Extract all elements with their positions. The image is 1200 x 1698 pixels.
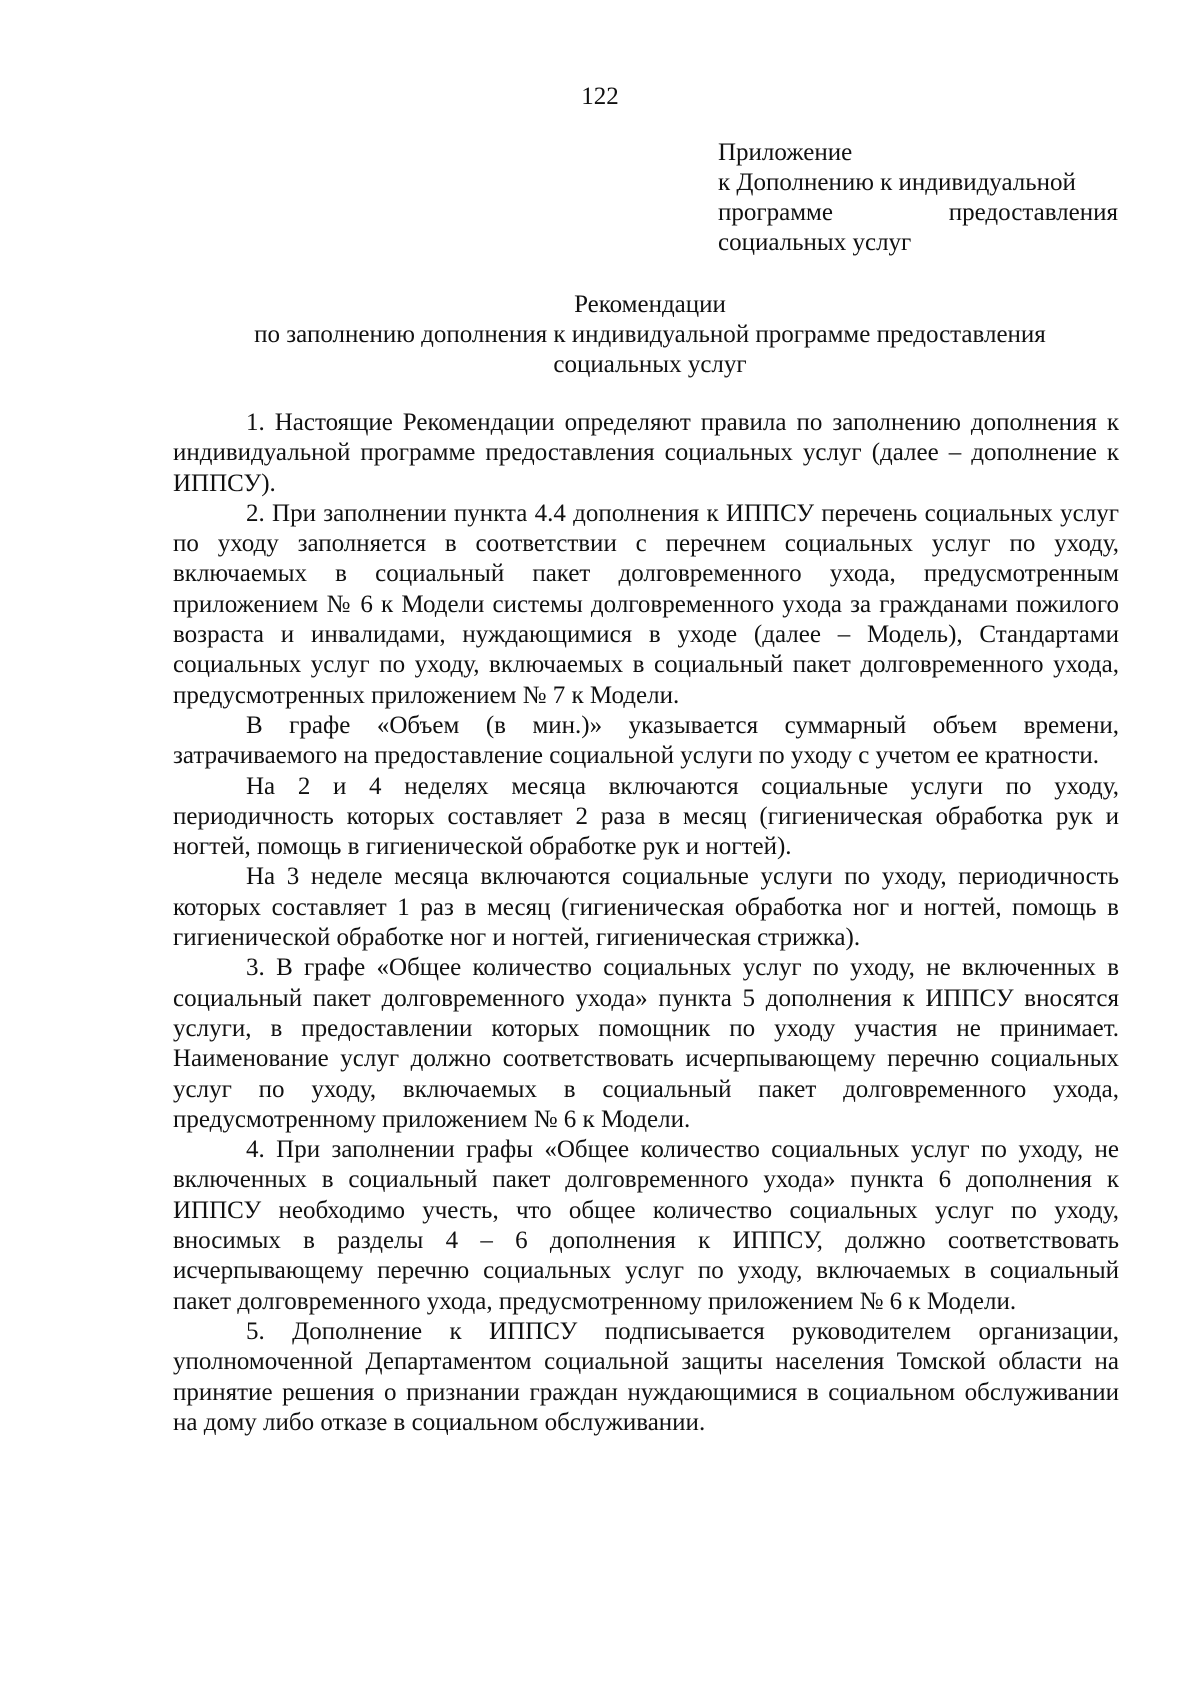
document-body <box>173 408 1119 1438</box>
title-line-3: социальных услуг <box>553 351 747 378</box>
paragraph-7: 4. При заполнении графы «Общее количество социальных услуг по уходу, не включенных в социальный пакет долговременного ухода» пункта 6 дополнения к ИППСУ необходимо учесть, что общее количество социальных услуг по уходу, вносимых в разделы 4 – 6 дополнения к ИППСУ, должно соответствовать исчерпывающему перечню социальных услуг по уходу, включаемых в социальный пакет долговременного ухода, предусмотренному приложением № 6 к Модели. <box>173 1136 1119 1315</box>
paragraph-8: 5. Дополнение к ИППСУ подписывается руководителем организации, уполномоченной Департаментом социальной защиты населения Томской области на принятие решения о признании граждан нуждающимися в социальном обслуживании на дому либо отказе в социальном обслуживании. <box>173 1317 1119 1436</box>
paragraph-4: На 2 и 4 неделях месяца включаются социальные услуги по уходу, периодичность которых составляет 2 раза в месяц (гигиеническая обработка рук и ногтей, помощь в гигиенической обработке рук и ногтей). <box>173 772 1119 861</box>
paragraph-2: 2. При заполнении пункта 4.4 дополнения к ИППСУ перечень социальных услуг по уходу заполняется в соответствии с перечнем социальных услуг по уходу, включаемых в социальный пакет долговременного ухода, предусмотренным приложением № 6 к Модели системы долговременного ухода за гражданами пожилого возраста и инвалидами, нуждающимися в уходе (далее – Модель), Стандартами социальных услуг по уходу, включаемых в социальный пакет долговременного ухода, предусмотренных приложением № 7 к Модели. <box>173 499 1119 709</box>
title-line-2: по заполнению дополнения к индивидуальной программе предоставления <box>254 321 1046 348</box>
appendix-header <box>718 138 1118 258</box>
paragraph-6: 3. В графе «Общее количество социальных услуг по уходу, не включенных в социальный пакет долговременного ухода» пункта 5 дополнения к ИППСУ вносятся услуги, в предоставлении которых помощник по уходу участия не принимает. Наименование услуг должно соответствовать исчерпывающему перечню социальных услуг по уходу, включаемых в социальный пакет долговременного ухода, предусмотренному приложением № 6 к Модели. <box>173 954 1119 1133</box>
appendix-line-4: социальных услуг <box>718 229 912 256</box>
appendix-line-3-left: программе <box>718 199 833 226</box>
appendix-line-3 <box>718 198 1118 228</box>
paragraph-3: В графе «Объем (в мин.)» указывается суммарный объем времени, затрачиваемого на предоставление социальной услуги по уходу с учетом ее кратности. <box>173 711 1119 770</box>
title-line-1: Рекомендации <box>574 291 726 318</box>
document-title <box>120 290 1180 380</box>
page-number: 122 <box>581 83 619 110</box>
paragraph-1: 1. Настоящие Рекомендации определяют правила по заполнению дополнения к индивидуальной программе предоставления социальных услуг (далее – дополнение к ИППСУ). <box>173 409 1119 497</box>
appendix-line-3-right: предоставления <box>948 199 1118 226</box>
appendix-line-2: к Дополнению к индивидуальной <box>718 169 1076 196</box>
appendix-line-1: Приложение <box>718 139 853 166</box>
paragraph-5: На 3 неделе месяца включаются социальные услуги по уходу, периодичность которых составляет 1 раз в месяц (гигиеническая обработка ног и ногтей, помощь в гигиенической обработке ног и ногтей, гигиеническая стрижка). <box>173 863 1119 952</box>
